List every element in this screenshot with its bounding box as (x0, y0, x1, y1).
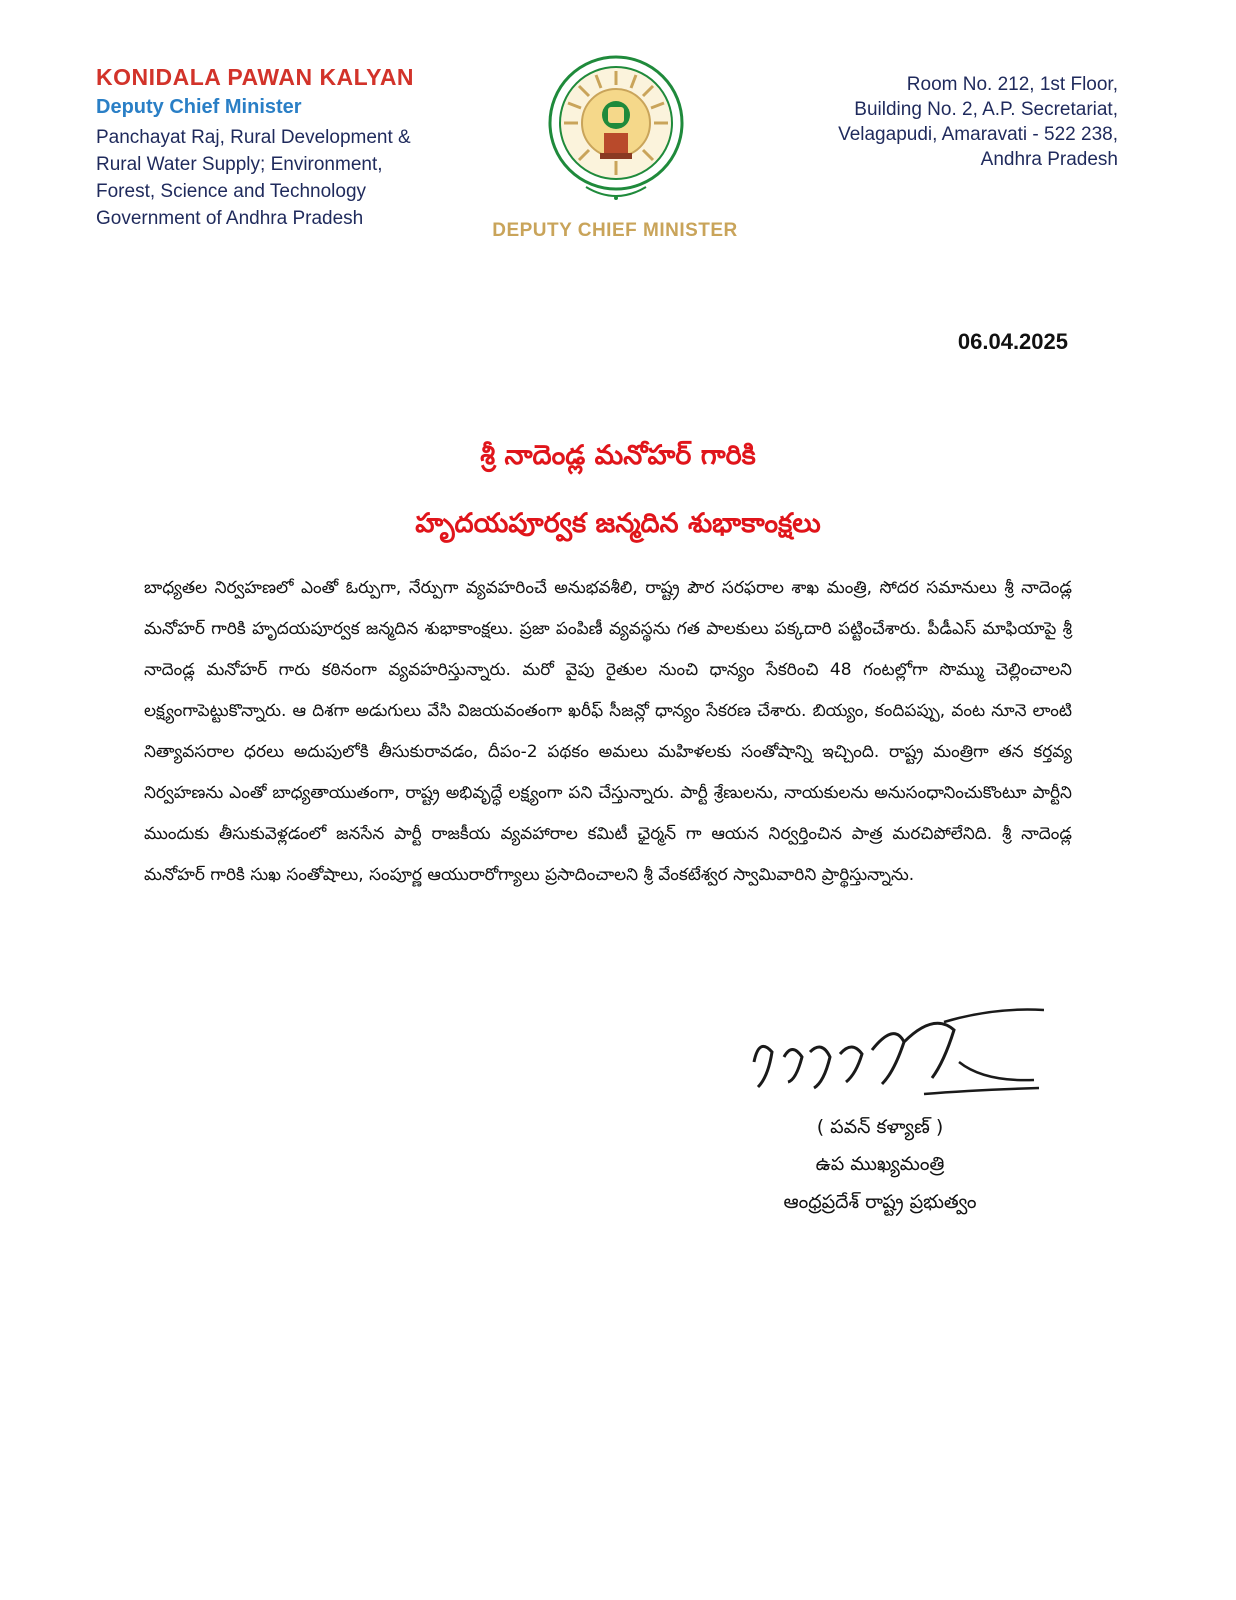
andhra-pradesh-emblem-icon (546, 55, 686, 210)
office-address (838, 72, 1118, 172)
handwritten-signature (744, 1002, 1044, 1112)
portfolio-line: Government of Andhra Pradesh (96, 208, 364, 229)
emblem-caption: DEPUTY CHIEF MINISTER (492, 220, 738, 241)
address-line: Building No. 2, A.P. Secretariat, (854, 99, 1118, 120)
signatory-designation: ఉప ముఖ్యమంత్రి (815, 1153, 945, 1175)
minister-name: KONIDALA PAWAN KALYAN (96, 64, 415, 90)
portfolio-block (96, 124, 411, 232)
signatory-government: ఆంధ్రప్రదేశ్ రాష్ట్ర ప్రభుత్వం (783, 1191, 977, 1213)
address-line: Room No. 212, 1st Floor, (906, 74, 1118, 95)
portfolio-line: Panchayat Raj, Rural Development & (96, 127, 411, 148)
portfolio-line: Forest, Science and Technology (96, 181, 367, 202)
address-line: Andhra Pradesh (980, 149, 1118, 170)
heading-line-2: హృదయపూర్వక జన్మదిన శుభాకాంక్షలు (415, 508, 821, 539)
heading-line-1: శ్రీ నాదెండ్ల మనోహర్ గారికి (480, 440, 756, 471)
minister-title: Deputy Chief Minister (96, 96, 302, 118)
letter-body: బాధ్యతల నిర్వహణలో ఎంతో ఓర్పుగా, నేర్పుగా వ్యవహరించే అనుభవశీలి, రాష్ట్ర పౌర సరఫరాల శాఖ మంత్రి, సోదర సమానులు శ్రీ నాదెండ్ల మనోహర్ గారికి హృదయపూర్వక జన్మదిన శుభాకాంక్షలు. ప్రజా పంపిణీ వ్యవస్థను గత పాలకులు పక్కదారి పట్టించేశారు. పీడీఎస్ మాఫియాపై శ్రీ నాదెండ్ల మనోహర్ గారు కఠినంగా వ్యవహరిస్తున్నారు. మరో వైపు రైతుల నుంచి ధాన్యం సేకరించి 48 గంటల్లోగా సొమ్ము చెల్లించాలని లక్ష్యంగాపెట్టుకొన్నారు. ఆ దిశగా అడుగులు వేసి విజయవంతంగా ఖరీఫ్ సీజన్లో ధాన్యం సేకరణ చేశారు. బియ్యం, కందిపప్పు, వంట నూనె లాంటి నిత్యావసరాల ధరలు అదుపులోకి తీసుకురావడం, దీపం-2 పథకం అమలు మహిళలకు సంతోషాన్ని ఇచ్చింది. రాష్ట్ర మంత్రిగా తన కర్తవ్య నిర్వహణను ఎంతో బాధ్యతాయుతంగా, రాష్ట్ర అభివృద్ధే లక్ష్యంగా పని చేస్తున్నారు. పార్టీ శ్రేణులను, నాయకులను అనుసంధానించుకొంటూ పార్టీని ముందుకు తీసుకువెళ్లడంలో జనసేన పార్టీ రాజకీయ వ్యవహారాల కమిటీ ఛైర్మన్ గా ఆయన నిర్వర్తించిన పాత్ర మరచిపోలేనిది. శ్రీ నాదెండ్ల మనోహర్ గారికి సుఖ సంతోషాలు, సంపూర్ణ ఆయురారోగ్యాలు ప్రసాదించాలని శ్రీ వేంకటేశ్వర స్వామివారిని ప్రార్థిస్తున్నాను. (144, 578, 1072, 885)
address-line: Velagapudi, Amaravati - 522 238, (838, 124, 1118, 145)
signatory-name: ( పవన్ కళ్యాణ్ ) (816, 1116, 944, 1138)
letter-date: 06.04.2025 (957, 329, 1068, 354)
portfolio-line: Rural Water Supply; Environment, (96, 154, 383, 175)
